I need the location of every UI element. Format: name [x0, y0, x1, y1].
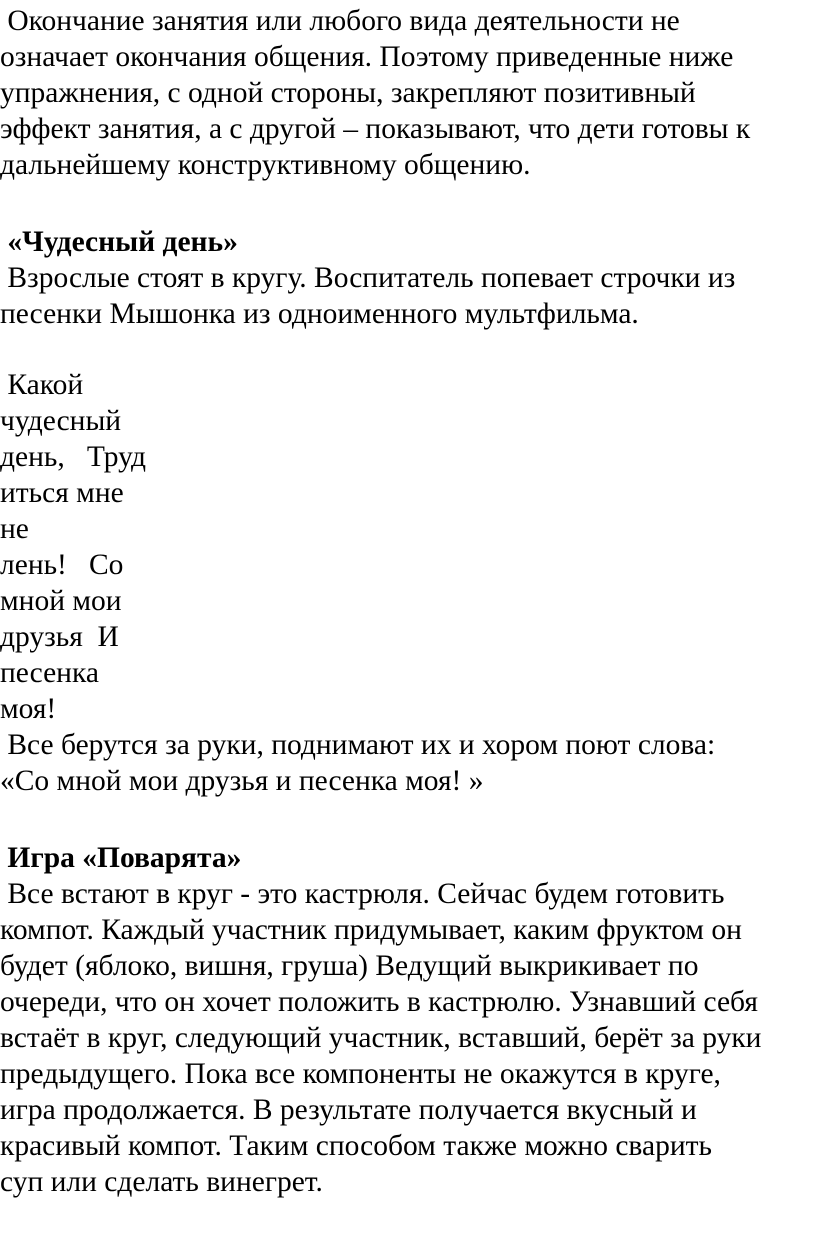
section-body-line: компот. Каждый участник придумывает, каким фруктом он: [0, 914, 742, 946]
section-heading-wonderful-day: «Чудесный день»: [0, 226, 238, 258]
intro-line: эффект занятия, а с другой – показывают, что дети готовы к: [0, 113, 751, 145]
song-line: мной мои: [0, 585, 122, 617]
intro-line: Окончание занятия или любого вида деятельности не: [0, 5, 680, 37]
song-line: день, Труд: [0, 441, 147, 473]
song-line: Какой: [0, 369, 84, 401]
intro-line: дальнейшему конструктивному общению.: [0, 149, 531, 181]
section-body-line: игра продолжается. В результате получается вкусный и: [0, 1094, 697, 1126]
section-description-line: песенки Мышонка из одноименного мультфильма.: [0, 298, 639, 330]
song-line: друзья И: [0, 621, 119, 653]
song-line: иться мне: [0, 477, 124, 509]
song-line: не: [0, 513, 29, 545]
section-body-line: Все берутся за руки, поднимают их и хором поют слова:: [0, 729, 716, 761]
song-line: моя!: [0, 693, 57, 725]
section-heading-little-cooks: Игра «Поварята»: [0, 842, 242, 874]
section-body-line: встаёт в круг, следующий участник, вставший, берёт за руки: [0, 1022, 762, 1054]
section-body-line: очереди, что он хочет положить в кастрюлю. Узнавший себя: [0, 986, 758, 1018]
section-description-line: Взрослые стоят в кругу. Воспитатель попевает строчки из: [0, 262, 736, 294]
song-line: песенка: [0, 657, 99, 689]
section-body-line: красивый компот. Таким способом также можно сварить: [0, 1130, 712, 1162]
intro-line: упражнения, с одной стороны, закрепляют позитивный: [0, 77, 696, 109]
song-line: чудесный: [0, 405, 122, 437]
section-body-line: будет (яблоко, вишня, груша) Ведущий выкрикивает по: [0, 950, 699, 982]
section-body-line: «Со мной мои друзья и песенка моя! »: [0, 765, 484, 797]
section-body-line: суп или сделать винегрет.: [0, 1166, 323, 1198]
intro-line: означает окончания общения. Поэтому приведенные ниже: [0, 41, 734, 73]
song-line: лень! Со: [0, 549, 124, 581]
section-body-line: Все встают в круг - это кастрюля. Сейчас будем готовить: [0, 878, 725, 910]
section-body-line: предыдущего. Пока все компоненты не окажутся в круге,: [0, 1058, 721, 1090]
